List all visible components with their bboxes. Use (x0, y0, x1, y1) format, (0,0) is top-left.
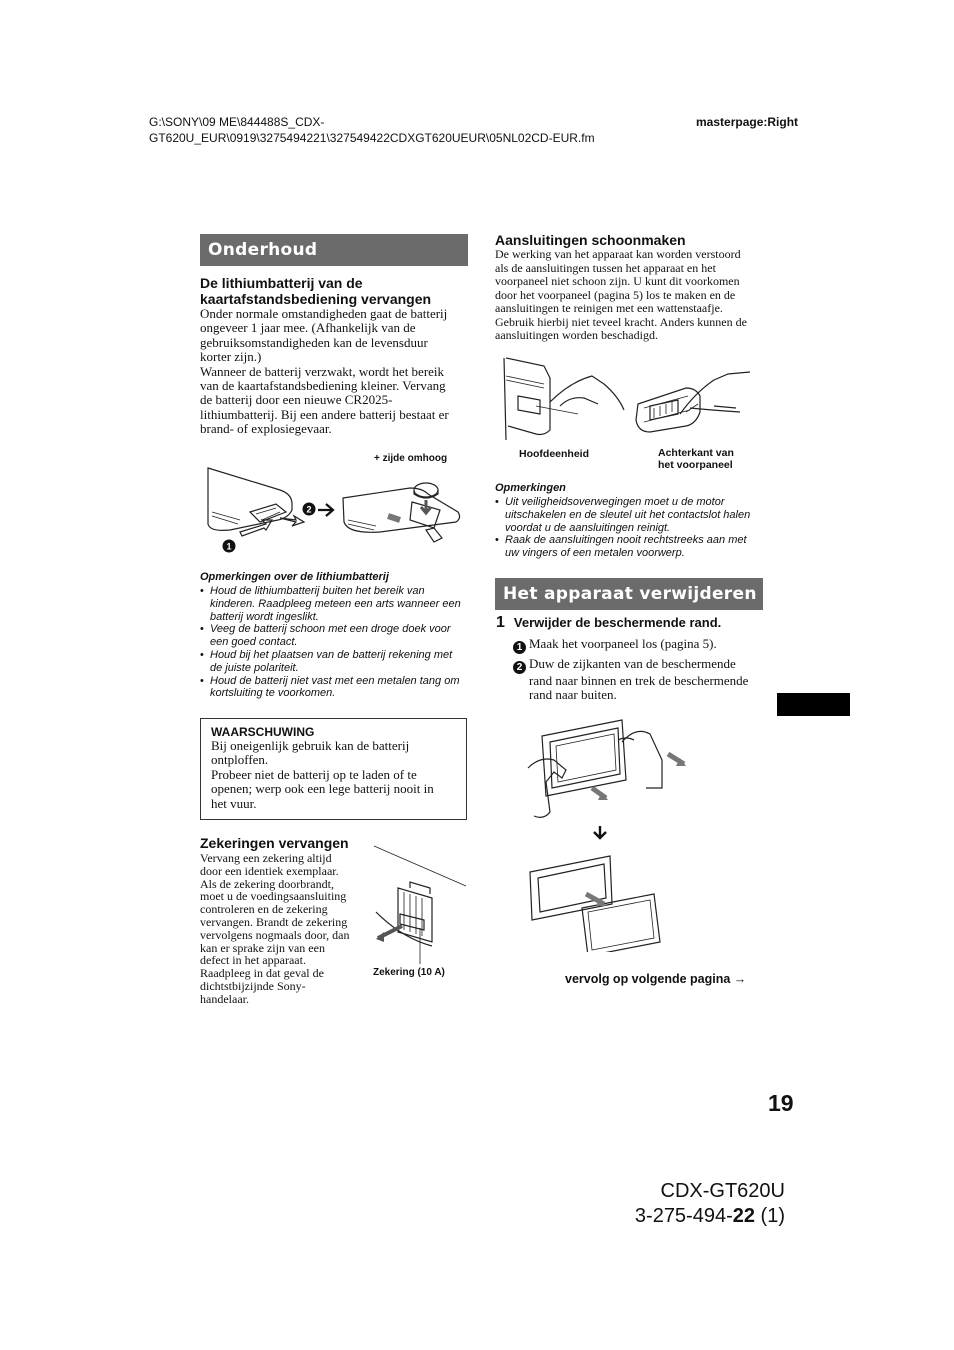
battery-heading-line-2: kaartafstandsbediening vervangen (200, 291, 432, 307)
removal-step-1 (496, 614, 721, 632)
fuse-illustration (372, 842, 472, 982)
arrow-right-icon (318, 504, 333, 516)
removal-illustration (526, 712, 696, 952)
page-number: 19 (768, 1090, 794, 1116)
cleaning-notes-title: Opmerkingen (495, 482, 566, 494)
step-number: 1 (496, 614, 505, 631)
model-code (600, 1179, 785, 1229)
battery-para-1: Onder normale omstandigheden gaat de batterij ongeveer 1 jaar mee. (Afhankelijk van de gebruiksomstandigheden kan de levensduur korter zijn.) (200, 306, 448, 365)
substep-2-marker: 2 (513, 661, 526, 674)
warning-title: WAARSCHUWING (211, 725, 315, 739)
removal-substep-2: 2 Duw de zijkanten van de beschermende rand naar binnen en trek de beschermende rand naar buiten. (513, 657, 773, 703)
connectors-heading: Aansluitingen schoonmaken (495, 232, 686, 248)
caption-main-unit: Hoofdeenheid (519, 448, 589, 460)
list-item: • Houd bij het plaatsen van de batterij rekening met de juiste polariteit. (200, 649, 475, 675)
removal-drawing (526, 712, 696, 952)
substep-1-marker: 1 (513, 641, 526, 654)
removal-substep-1: 1 Maak het voorpaneel los (pagina 5). (513, 637, 773, 654)
arrow-down-icon (594, 826, 606, 838)
masterpage-label: masterpage:Right (696, 115, 799, 129)
remote-battery-drawing (200, 450, 470, 565)
step-text: Verwijder de beschermende rand. (513, 615, 722, 630)
battery-illustration (200, 450, 470, 565)
fuse-text: Vervang een zekering altijd door een identiek exemplaar. Als de zekering doorbrandt, moet u de voedingsaansluiting controleren en de zekering vervangen. Brandt de zekering vervolgens nogmaals door, dan kan er sprake zijn van een defect in het apparaat. Raadpleeg in dat geval de dichtstbijzijnde Sony- handelaar. (200, 851, 350, 1006)
step-1-number: 1 (226, 541, 232, 552)
side-tab-marker (777, 693, 850, 716)
cleaning-notes (495, 482, 770, 560)
battery-text (200, 307, 475, 437)
battery-notes (200, 571, 475, 700)
fuse-drawing (372, 842, 472, 967)
list-item: • Uit veiligheidsoverwegingen moet u de motor uitschakelen en de sleutel uit het contactslot halen voordat u de aansluitingen reinigt. (495, 496, 770, 534)
step-2-number: 2 (306, 504, 312, 515)
connectors-text: De werking van het apparaat kan worden verstoord als de aansluitingen tussen het apparaat en het voorpaneel niet schoon zijn. U kunt dit voorkomen door het voorpaneel (pagina 5) los te maken en de aansluitingen te reinigen met een wattenstaafje. Gebruik hierbij niet teveel kracht. Anders kunnen de aansluitingen worden beschadigd. (495, 247, 747, 342)
file-path-line-1: G:\SONY\09 ME\844488S_CDX- (149, 115, 325, 129)
connector-cleaning-drawing (500, 352, 762, 448)
caption-front-panel-back: Achterkant van het voorpaneel (658, 447, 734, 471)
plus-side-up-label: + zijde omhoog (374, 453, 448, 464)
warning-box (200, 718, 467, 820)
fuse-heading: Zekeringen vervangen (200, 835, 349, 851)
battery-para-2: Wanneer de batterij verzwakt, wordt het bereik van de kaartafstandsbediening kleiner. Vervang de batterij door een nieuwe CR2025- lithiumbatterij. Bij een andere batterij bestaat er brand- of explosiegevaar. (200, 363, 449, 437)
warning-text: Bij oneigenlijk gebruik kan de batterij ontploffen. Probeer niet de batterij op te laden of te openen; werp ook een lege batterij nooit in het vuur. (211, 738, 434, 811)
section-title-onderhoud: Onderhoud (200, 234, 468, 266)
continue-next-page: vervolg op volgende pagina → (565, 972, 747, 986)
file-path (149, 114, 669, 146)
model-name: CDX-GT620U (660, 1180, 785, 1202)
fuse-label: Zekering (10 A) (373, 967, 445, 978)
file-path-line-2: GT620U_EUR\0919\3275494221\327549422CDXGT620UEUR\05NL02CD-EUR.fm (149, 131, 595, 145)
section-title-removal: Het apparaat verwijderen (495, 578, 763, 610)
list-item: • Raak de aansluitingen nooit rechtstreeks aan met uw vingers of een metalen voorwerp. (495, 534, 770, 560)
battery-heading (200, 275, 470, 307)
list-item: • Houd de batterij niet vast met een metalen tang om kortsluiting te voorkomen. (200, 675, 475, 701)
list-item: • Houd de lithiumbatterij buiten het bereik van kinderen. Raadpleeg meteen een arts wanneer een batterij wordt ingeslikt. (200, 585, 475, 623)
battery-heading-line-1: De lithiumbatterij van de (200, 275, 363, 291)
list-item: • Veeg de batterij schoon met een droge doek voor een goed contact. (200, 623, 475, 649)
battery-notes-list (200, 585, 475, 700)
connector-cleaning-illustration (500, 352, 762, 448)
product-code: 3-275-494-22 (1) (634, 1205, 785, 1227)
cleaning-notes-list (495, 496, 770, 560)
battery-notes-title: Opmerkingen over de lithiumbatterij (200, 571, 389, 583)
